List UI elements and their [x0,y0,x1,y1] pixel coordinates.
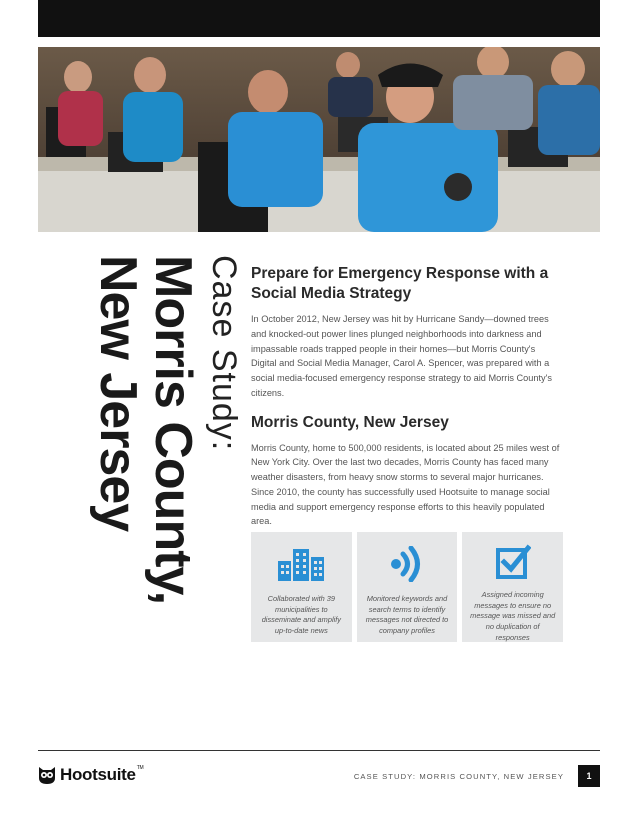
card-collaboration [251,532,352,642]
title-line-1: Morris County, [144,255,202,605]
checkbox-icon [489,544,537,580]
card-caption-assignment: Assigned incoming messages to ensure no message was missed and no duplication of responses [470,590,556,642]
photo-emergency-operations [38,47,600,232]
section-body-strategy: In October 2012, New Jersey was hit by Hurricane Sandy—downed trees and knocked-out power lines plunged neighborhoods into darkness and impassable roads trapped people in their homes—but Morris County's Digital and Social Media Manager, Carol A. Spencer, was prepared with a social media-focused emergency response strategy to aid Morris County's citizens. [251,314,552,398]
page-number: 1 [578,765,600,787]
hootsuite-logo [38,765,143,785]
card-caption-collaboration: Collaborated with 39 municipalities to disseminate and amplify up-to-date news [261,594,341,636]
main-content [251,264,563,529]
header-bar [38,0,600,37]
section-heading-strategy: Prepare for Emergency Response with a Social Media Strategy [251,265,549,303]
hero-photo [38,47,600,232]
card-monitoring [357,532,458,642]
card-caption-monitoring: Monitored keywords and search terms to identify messages not directed to company profiles [365,594,449,636]
vertical-title [38,255,243,675]
section-body-county: Morris County, home to 500,000 residents, is located about 25 miles west of New York City. Over the last two decades, Morris County has faced many weather disasters, from heavy snow storms to several major hurricanes. Since 2010, the county has successfully used Hootsuite to manage social media and support emergency response efforts to this heavily populated area. [251,442,560,527]
title-line-2: New Jersey [89,255,147,532]
footer-divider [38,750,600,751]
footer-label: CASE STUDY: MORRIS COUNTY, NEW JERSEY [353,772,564,781]
buildings-icon [277,544,325,584]
section-heading-county: Morris County, New Jersey [251,413,449,431]
brand-name: Hootsuite™ [60,765,144,784]
owl-icon [38,765,56,785]
broadcast-icon [383,544,431,584]
card-assignment [462,532,563,642]
title-prefix: Case Study: [205,255,243,452]
highlight-cards [251,532,563,642]
